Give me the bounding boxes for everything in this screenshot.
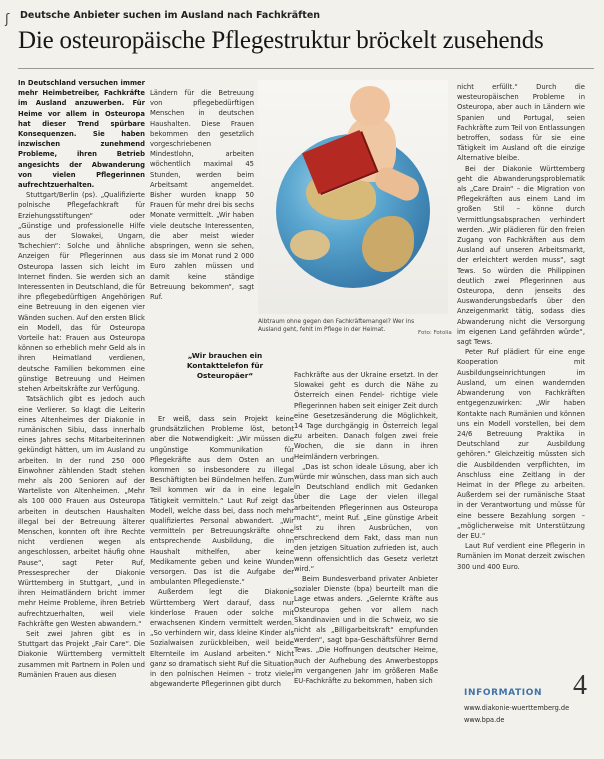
baby-head: [350, 86, 390, 126]
info-link-bpa[interactable]: www.bpa.de: [464, 716, 505, 724]
paragraph: Tatsächlich gibt es jedoch auch eine Verlierer. So klagt die Leiterin eines Altenheimes der Diakonie in rumänischen Sibiu, dass innerhalb eines Jahres sechs Mitarbeiterinnen gekündigt hätten, um im Ausland zu arbeiten. In der rund 250 000 Einwohner zählenden Stadt stehen mehr als 200 Senioren auf der Warteliste von Altenheimen. „Mehr als 100 000 Frauen aus Osteuropa arbeiten in deutschen Haushalten illegal bei der Betreuung älterer Menschen, konnten oft ihre Rechte nicht verdienen wegen als angeschlossen, arbeitet häufig ohne Pause“, sagt Peter Ruf, Pressesprecher der Diakonie Württemberg in Stuttgart, „und in ihren Heimatländern bricht immer mehr Heime Probleme, ihren Betrieb aufrechtzuerhalten, weil viele Fachkräfte gen Westen abwandern.“: [18, 395, 145, 628]
paragraph: Stuttgart/Berlin (ps). „Qualifizierte polnische Pflegefachkraft für Erziehungsstiftungen“ oder „Günstige und professionelle Hilfe aus der Slowakei, Ungarn, Tschechien“: Solche und ähnliche Anzeigen für Pflegerinnen aus Osteuropa lassen sich leicht im Internet finden. Sie werden sich an Interessenten in Deutschland, die für ihre pflegebedürftigen Angehörigen eine Betreuung in den eigenen vier Wänden suchen. Auf den ersten Blick ein Modell, das für Osteuropa Vorteile hat: Frauen aus Osteuropa können so erheblich mehr Geld als in ihren Heimatland verdienen, deutsche Familien bekommen eine günstige Betreuung und Heimen stehen Arbeitskräfte zur Verfügung.: [18, 191, 145, 394]
paragraph: Peter Ruf plädiert für eine enge Kooperation mit Ausbildungseinrichtungen im Ausland, um einen wandernden Abwanderung von Fachkräften entgegenzuwirken: „Wir haben Kontakte nach Rumänien und können uns ein Modell vorstellen, bei dem 24/6 Betreuung Praktika in Deutschland zur Ausbildung gehören.“ Gleichzeitig müssten sich die Ausbildenden verpflichten, im Anschluss eine Zeitlang in der Heimat in der Pflege zu arbeiten. Außerdem sei der rumänische Staat in der Verantwortung und müsse für eine bessere Bezahlung sorgen – „möglicherweise mit Unterstützung der EU.“: [457, 348, 585, 540]
photo-credit: Foto: Fotolia: [418, 330, 452, 336]
paragraph: Seit zwei Jahren gibt es in Stuttgart das Projekt „Fair Care“. Die Diakonie Württemberg vermittelt zusammen mit Partnern in Polen und Rumänien Frauen aus diesen: [18, 629, 145, 679]
paragraph: „Das ist schon ideale Lösung, aber ich würde mir wünschen, dass man sich auch in Deutschland endlich mit Gedanken über die Lage der vielen illegal arbeitenden Pflegerinnen aus Osteuropa macht“, meint Ruf. „Eine günstige Arbeit ist zu ihren Ausbrüchen, von erschreckend dem Fakt, dass man nun den jetzigen Situation zufrieden ist, auch wenn offensichtlich das Gesetz verletzt wird.“: [294, 462, 438, 573]
paragraph: Bei der Diakonie Württemberg geht die Abwanderungsproblematik als „Care Drain“ – die Migration von Pflegekräften aus einem Land im großen Stil – könne durch Vermittlungsabsprachen verhindert werden. „Wir plädieren für den freien Zugang von Fachkräften aus dem Ausland auf unseren Arbeitsmarkt, der erleichtert werden muss“, sagt Tews. So würden die Philippinen deutlich zwei Pflegerinnen aus Osteuropa, denn jenseits des Auswanderungsbedarfs über den Anzeigenmarkt tätig, sodass dies Abwanderung nicht die Versorgung im eigenen Land gefährden würde“, sagt Tews.: [457, 164, 585, 347]
article-lead: In Deutschland versuchen immer mehr Heimbetreiber, Fachkräfte im Ausland anzuwerben. Für Heime vor allem in Osteuropa hat dieser Trend spürbare Konsequenzen. Sie haben inzwischen zunehmend Probleme, ihren Betrieb angesichts der Abwanderung von vielen Pflegerinnen aufrechtzuerhalten.: [18, 79, 145, 190]
subheading: „Wir brauchen ein Kontakttelefon für Osteuropäer“: [186, 351, 264, 380]
headline: Die osteuropäische Pflegestruktur bröckelt zusehends: [18, 27, 544, 54]
paragraph: Er weiß, dass sein Projekt keine grundsätzlichen Probleme löst, betont aber die Notwendigkeit: „Wir müssen die ungünstige Kommunikation für Pflegekräfte aus dem Osten an und kommen so insbesondere zu illegal Beschäftigten bei Bündelmen helfen. Zum Teil kommen wir da in eine legale Tätigkeit vermitteln.“ Laut Ruf zeigt das Modell, welche dass bei, dass noch mehr qualifiziertes Personal abwandert. „Wir vermitteln per Betreuungskräfte ohne entsprechende Ausbildung, die im Haushalt mithelfen, aber keine Medikamente geben und keine Wunden versorgen. Das ist die Aufgabe der ambulanten Pflegedienste.“: [150, 415, 294, 587]
paragraph: nicht erfüllt.“ Durch die westeuropäischen Probleme in Osteuropa, aber auch in Ländern wie Spanien und Portugal, seien Fachkräfte zum Teil von Entlassungen betroffen, sodass für sie eine Tätigkeit im Ausland oft die einzige Alternative bleibe.: [457, 83, 585, 163]
photo-caption: Albtraum ohne gegen den Fachkräftemangel? Wer ins Ausland geht, fehlt im Pflege in der Heimat.: [258, 319, 415, 333]
info-link-diakonie[interactable]: www.diakonie-wuerttemberg.de: [464, 704, 570, 712]
article-column-1: [18, 78, 145, 753]
article-column-2-lower: [150, 414, 294, 754]
paragraph: Fachkräfte aus der Ukraine ersetzt. In der Slowakei geht es durch die Nähe zu Österreich einen Fendel- richtige viele Pflegerinnen haben seit einiger Zeit durch eine Gesetzesänderung die Möglichkeit, 14 Tage durchgängig in Österreich legal zu arbeiten. Danach folgen zwei freie Wochen, die sie dann in ihren Heimländern verbringen.: [294, 371, 438, 461]
info-box-title: INFORMATION: [464, 688, 543, 698]
paragraph: Laut Ruf verdient eine Pflegerin in Rumänien im Monat derzeit zwischen 300 und 400 Euro.: [457, 542, 585, 571]
page-number: 4: [573, 670, 587, 701]
kicker-mark: ʃ: [5, 12, 10, 27]
headline-rule: [18, 68, 594, 69]
article-photo: [258, 80, 448, 314]
article-column-4: [457, 82, 585, 682]
paragraph: Außerdem legt die Diakonie Württemberg Wert darauf, dass nur kinderlose Frauen oder solche mit erwachsenen Kindern vermittelt werden. „So verhindern wir, dass kleine Kinder als Sozialwaisen zurückbleiben, weil beide Elternteile im Ausland arbeiten.“ Nicht ganz so dramatisch sieht Ruf die Situation in den polnischen Heimen – trotz vieler abgewanderte Pflegerinnen gibt durch: [150, 588, 294, 689]
article-column-3: [294, 370, 438, 754]
paragraph: Ländern für die Betreuung von pflegebedürftigen Menschen in deutschen Haushalten. Diese Frauen bekommen den gesetzlich vorgeschriebenen Mindestlohn, arbeiten wöchentlich maximal 45 Stunden, werden beim Arbeitsamt angemeldet. Bisher wurden knapp 50 Frauen für mehr drei bis sechs Monate vermittelt. „Wir haben viele deutsche Interessenten, die aber meist wieder abspringen, wenn sie sehen, dass sie im Monat rund 2 000 Euro zahlen müssen und damit keine ständige Betreuung bekommen“, sagt Ruf.: [150, 89, 254, 302]
paragraph: Beim Bundesverband privater Anbieter sozialer Dienste (bpa) beurteilt man die Lage etwas anders. „Gelernte Kräfte aus Osteuropa gehen vor allem nach Skandinavien und in die Schweiz, wo sie nicht als „Billigarbeitskraft“ empfunden werden“, sagt bpa-Geschäftsführer Bernd Tews. „Die Hoffnungen deutscher Heime, auch der Aufhebung des Anwerbestopps im vergangenen Jahr im größeren Maße EU-Fachkräfte zu bekommen, haben sich: [294, 575, 438, 686]
kicker: Deutsche Anbieter suchen im Ausland nach Fachkräften: [20, 10, 321, 21]
article-column-2: [150, 88, 254, 340]
